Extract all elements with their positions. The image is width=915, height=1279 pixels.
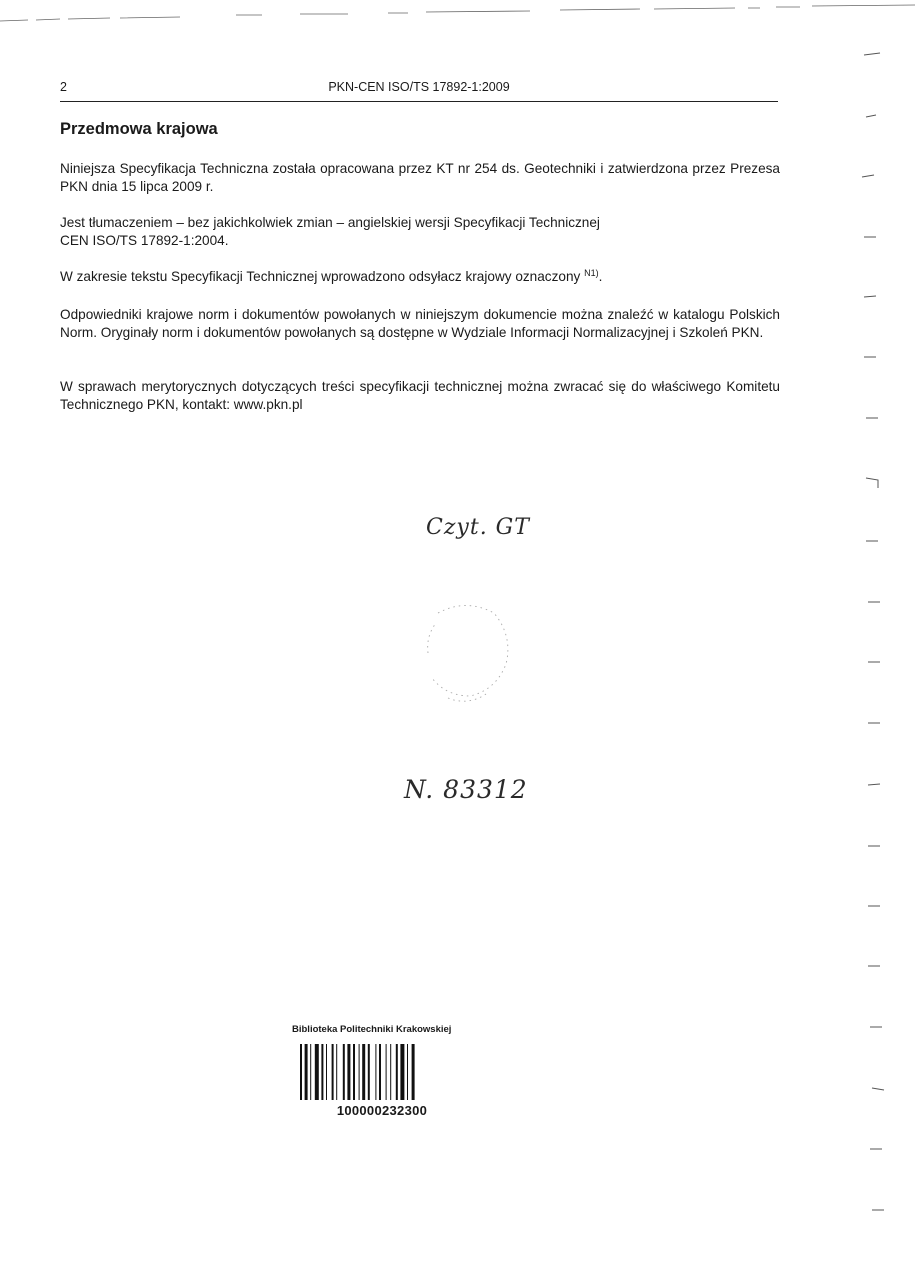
faint-stamp <box>418 598 518 708</box>
document-code: PKN-CEN ISO/TS 17892-1:2009 <box>328 80 510 94</box>
paragraph-translation <box>60 214 780 250</box>
paragraph-national-reference-end: . <box>598 269 603 284</box>
paragraph-approval: Niniejsza Specyfikacja Techniczna została opracowana przez KT nr 254 ds. Geotechniki i zatwierdzona przez Prezesa PKN dnia 15 lipca 2009 r. <box>60 161 780 194</box>
footnote-mark: N1) <box>584 268 599 278</box>
paragraph-national-reference-text: W zakresie tekstu Specyfikacji Technicznej wprowadzono odsyłacz krajowy oznaczony <box>60 269 585 284</box>
paragraph-equivalents: Odpowiedniki krajowe norm i dokumentów powołanych w niniejszym dokumencie można znaleźć w katalogu Polskich Norm. Oryginały norm i dokumentów powołanych są dostępne w Wydziale Informacji Normalizacyjnej i Szkoleń PKN. <box>60 307 780 340</box>
page-number: 2 <box>60 80 67 94</box>
handwritten-note-1: Czyt. GT <box>426 515 530 540</box>
page-header <box>60 80 778 100</box>
section-title: Przedmowa krajowa <box>60 120 218 138</box>
paragraph-translation-line2: CEN ISO/TS 17892-1:2004. <box>60 233 229 248</box>
handwritten-note-2: N. 83312 <box>404 775 528 804</box>
paragraph-contact: W sprawach merytorycznych dotyczących treści specyfikacji technicznej można zwracać się do właściwego Komitetu Technicznego PKN, kontakt: www.pkn.pl <box>60 379 780 412</box>
scan-edge-artifacts <box>0 0 915 40</box>
library-barcode-label <box>292 1022 472 1142</box>
library-name: Biblioteka Politechniki Krakowskiej <box>292 1024 452 1035</box>
header-divider <box>60 101 778 102</box>
barcode-number: 100000232300 <box>334 1103 430 1118</box>
paragraph-national-reference <box>60 268 780 286</box>
barcode-number-row <box>300 1103 464 1118</box>
paragraph-translation-line1: Jest tłumaczeniem – bez jakichkolwiek zmian – angielskiej wersji Specyfikacji Technicznej <box>60 215 600 230</box>
scan-margin-marks <box>840 0 915 1279</box>
